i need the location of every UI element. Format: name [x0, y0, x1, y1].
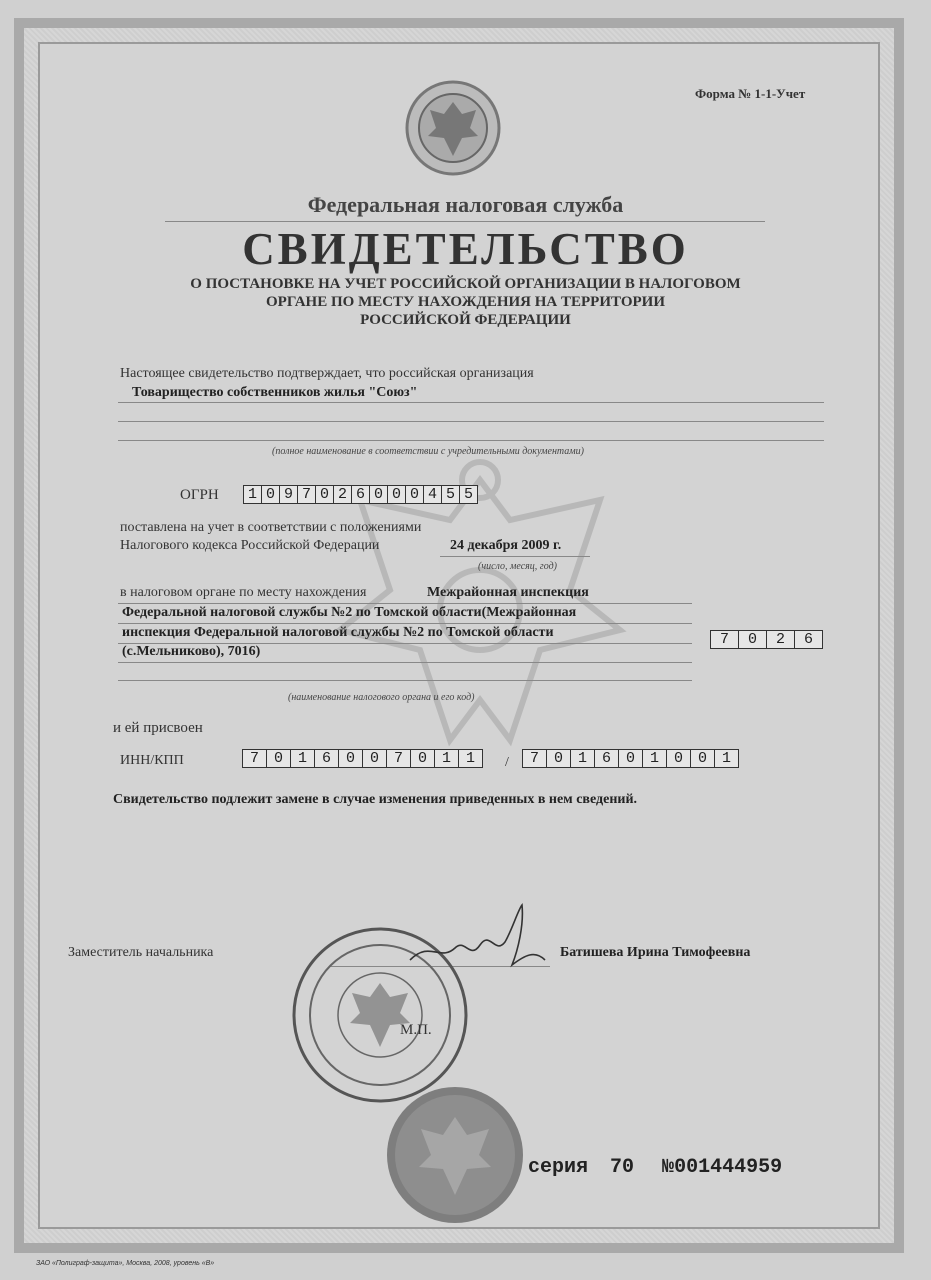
signer-name: Батишева Ирина Тимофеевна	[560, 945, 751, 960]
ogrn-digit: 1	[244, 486, 262, 503]
date-hint: (число, месяц, год)	[478, 561, 557, 572]
tax-org-code-digit: 6	[803, 631, 813, 648]
form-number: Форма № 1-1-Учет	[695, 86, 806, 101]
inn-digit: 0	[411, 750, 435, 767]
subtitle-line: ОРГАНЕ ПО МЕСТУ НАХОЖДЕНИЯ НА ТЕРРИТОРИИ	[265, 294, 665, 310]
org-name: Товарищество собственников жилья "Союз"	[132, 385, 418, 400]
tax-org-rule	[118, 623, 692, 624]
registered-line-2: Налогового кодекса Российской Федерации	[120, 538, 380, 553]
org-name-line	[118, 440, 824, 441]
tax-org-hint: (наименование налогового органа и его код)	[288, 692, 475, 703]
subtitle-line: О ПОСТАНОВКЕ НА УЧЕТ РОССИЙСКОЙ ОРГАНИЗАЦИИ В НАЛОГОВОМ	[190, 276, 741, 292]
series-label: серия	[528, 1156, 589, 1179]
tax-org-code-digit: 2	[767, 631, 795, 648]
kpp-cells	[522, 749, 739, 768]
inn-digit: 1	[465, 750, 475, 767]
tax-org-line: инспекция Федеральной налоговой службы №2 по Томской области	[122, 625, 554, 640]
tax-org-code-cells	[710, 630, 823, 649]
state-emblem-icon	[400, 78, 506, 178]
ogrn-digit: 0	[406, 486, 424, 503]
kpp-digit: 0	[619, 750, 643, 767]
inn-digit: 0	[363, 750, 387, 767]
inn-digit: 1	[291, 750, 315, 767]
hologram-emblem-icon	[385, 1085, 525, 1225]
inn-kpp-label: ИНН/КПП	[120, 753, 184, 768]
kpp-digit: 1	[571, 750, 595, 767]
inn-digit: 0	[339, 750, 363, 767]
ogrn-digit: 2	[334, 486, 352, 503]
inn-kpp-separator: /	[505, 755, 509, 770]
kpp-digit: 0	[547, 750, 571, 767]
ogrn-digit: 0	[370, 486, 388, 503]
certificate-number: №001444959	[662, 1156, 783, 1179]
replacement-notice: Свидетельство подлежит замене в случае изменения приведенных в нем сведений.	[113, 792, 638, 807]
registration-date: 24 декабря 2009 г.	[450, 538, 562, 553]
org-name-line	[118, 402, 824, 403]
tax-org-line: (с.Мельниково), 7016)	[122, 644, 261, 659]
inn-digit: 7	[387, 750, 411, 767]
intro-text: Настоящее свидетельство подтверждает, что российская организация	[120, 366, 534, 381]
ogrn-digit: 9	[280, 486, 298, 503]
inn-digit: 0	[267, 750, 291, 767]
kpp-digit: 1	[643, 750, 667, 767]
mp-label: М.П.	[400, 1022, 432, 1038]
subtitle-line: РОССИЙСКОЙ ФЕДЕРАЦИИ	[360, 312, 571, 328]
tax-org-rule	[118, 680, 692, 681]
kpp-digit: 0	[691, 750, 715, 767]
document-title: СВИДЕТЕЛЬСТВО	[242, 224, 689, 274]
kpp-digit: 0	[667, 750, 691, 767]
ogrn-digit: 5	[442, 486, 460, 503]
ogrn-digit: 5	[463, 486, 473, 503]
tax-org-prefix: в налоговом органе по месту нахождения	[120, 585, 367, 600]
org-name-line	[118, 421, 824, 422]
kpp-digit: 7	[523, 750, 547, 767]
series-block	[528, 1156, 782, 1179]
inn-cells	[242, 749, 483, 768]
ogrn-cells	[243, 485, 478, 504]
registered-line-1: поставлена на учет в соответствии с положениями	[120, 520, 422, 535]
inn-digit: 1	[435, 750, 459, 767]
signature-icon	[400, 900, 550, 980]
agency-rule	[165, 221, 765, 222]
document-subtitle	[0, 275, 931, 329]
series-value: 70	[610, 1156, 635, 1179]
tax-org-rule	[118, 662, 692, 663]
inn-digit: 7	[243, 750, 267, 767]
ogrn-digit: 0	[388, 486, 406, 503]
date-line	[440, 556, 590, 557]
kpp-digit: 1	[721, 750, 731, 767]
assigned-text: и ей присвоен	[113, 720, 203, 736]
signer-position: Заместитель начальника	[68, 945, 214, 960]
tax-org-line: Межрайонная инспекция	[427, 585, 589, 600]
inn-digit: 6	[315, 750, 339, 767]
ogrn-digit: 7	[298, 486, 316, 503]
kpp-digit: 6	[595, 750, 619, 767]
org-name-hint: (полное наименование в соответствии с учредительными документами)	[272, 446, 584, 457]
ogrn-digit: 4	[424, 486, 442, 503]
tax-org-code-digit: 0	[739, 631, 767, 648]
tax-org-code-digit: 7	[711, 631, 739, 648]
ogrn-label: ОГРН	[180, 487, 219, 503]
ogrn-digit: 0	[316, 486, 334, 503]
printer-footer: ЗАО «Полиграф-защита», Москва, 2008, уровень «В»	[36, 1260, 215, 1267]
agency-name: Федеральная налоговая служба	[307, 192, 624, 217]
ogrn-digit: 0	[262, 486, 280, 503]
ogrn-digit: 6	[352, 486, 370, 503]
tax-org-line: Федеральной налоговой службы №2 по Томской области(Межрайонная	[122, 605, 577, 620]
tax-org-rule	[118, 603, 692, 604]
